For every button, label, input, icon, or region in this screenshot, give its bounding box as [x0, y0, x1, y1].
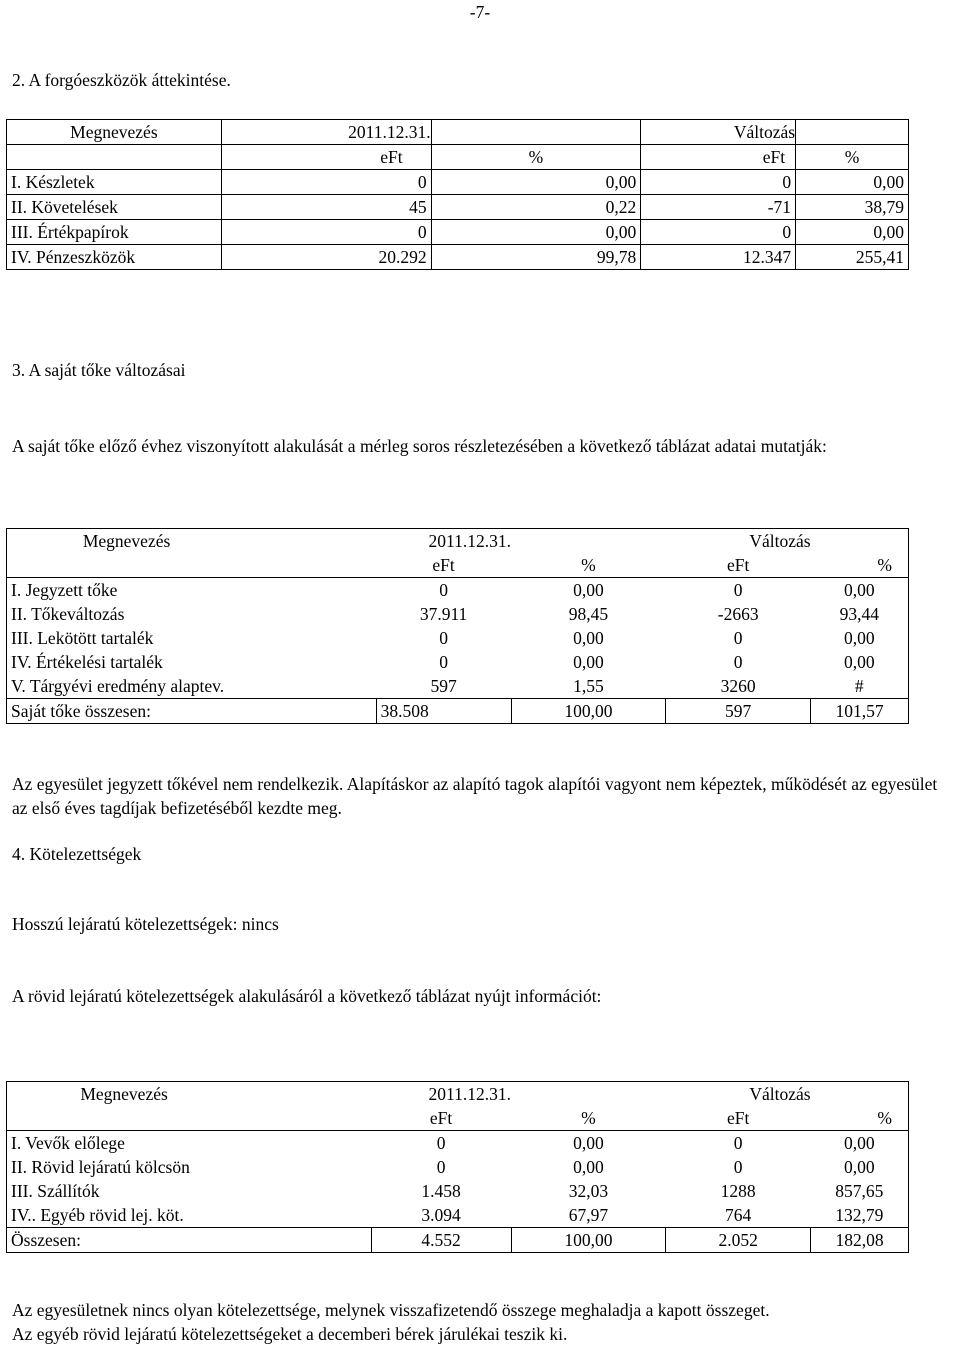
row-change-pct: 0,00: [796, 170, 909, 195]
row-eft: 0: [376, 578, 511, 603]
sub-eft: eFt: [429, 1108, 453, 1128]
row-change-eft: 12.347: [641, 245, 796, 270]
row-change-eft: 1288: [720, 1181, 756, 1201]
total-change-pct: 101,57: [811, 699, 909, 724]
header-date: 2011.12.31.: [428, 1084, 511, 1104]
row-change-eft: 0: [641, 220, 796, 245]
row-change-eft: 0: [666, 578, 811, 603]
row-change-pct: 38,79: [796, 195, 909, 220]
table-row: [7, 578, 909, 603]
total-change-pct: 182,08: [811, 1228, 909, 1253]
current-assets-table: [6, 119, 909, 270]
table-row: [7, 170, 909, 195]
row-change-eft: 764: [725, 1205, 752, 1225]
row-eft: 597: [430, 676, 457, 696]
row-eft: 0: [371, 1131, 511, 1156]
row-change-pct: 93,44: [839, 604, 879, 624]
total-row: [7, 1228, 909, 1253]
header-date: 2011.12.31.: [221, 120, 431, 145]
page-number: -7-: [469, 2, 491, 22]
row-eft: 3.094: [421, 1205, 461, 1225]
row-change-eft: 0: [733, 652, 743, 672]
row-change-pct: 132,79: [835, 1205, 884, 1225]
row-name: IV. Pénzeszközök: [7, 245, 222, 270]
total-name: Saját tőke összesen:: [7, 699, 377, 724]
row-change-pct: 0,00: [843, 628, 875, 648]
row-pct: 32,03: [568, 1181, 609, 1201]
row-pct: 0,00: [573, 628, 604, 648]
footnote-2: Az egyéb rövid lejáratú kötelezettségeket a decemberi bérek járulékai teszik ki.: [12, 1324, 568, 1344]
row-change-eft: 3260: [720, 676, 756, 696]
total-eft: 38.508: [376, 699, 511, 724]
sub-pct: %: [581, 555, 596, 575]
equity-note: Az egyesület jegyzett tőkével nem rendelkezik. Alapításkor az alapító tagok alapítói vagyont nem képeztek, működését az egyesület az első éves tagdíjak befizetéséből kezdte meg.: [12, 774, 938, 818]
section-3-title: 3. A saját tőke változásai: [12, 360, 186, 380]
section-4-title: 4. Kötelezettségek: [12, 844, 142, 864]
row-name: IV. Értékelési tartalék: [11, 652, 163, 672]
row-name: II. Követelések: [7, 195, 222, 220]
sub-change-eft: eFt: [641, 145, 796, 170]
row-name: I. Jegyzett tőke: [7, 578, 377, 603]
section-2-title: 2. A forgóeszközök áttekintése.: [12, 70, 231, 90]
row-pct: 0,00: [511, 1131, 666, 1156]
row-name: I. Vevők előlege: [7, 1131, 372, 1156]
row-eft: 0: [221, 220, 431, 245]
sub-change-pct: %: [796, 145, 909, 170]
row-pct: 67,97: [568, 1205, 609, 1225]
row-name: III. Értékpapírok: [7, 220, 222, 245]
row-eft: 0: [436, 1157, 446, 1177]
table-row: [7, 650, 909, 674]
row-change-pct: 0,00: [843, 652, 875, 672]
table-row: [7, 674, 909, 699]
table-row: [7, 1155, 909, 1179]
total-pct: 100,00: [511, 699, 666, 724]
row-pct: 0,00: [431, 220, 641, 245]
table-row: [7, 1179, 909, 1203]
header-change: Változás: [641, 120, 796, 145]
row-change-eft: -2663: [717, 604, 759, 624]
row-eft: 20.292: [221, 245, 431, 270]
table-row: [7, 1131, 909, 1156]
footnote-1: Az egyesületnek nincs olyan kötelezettsége, melynek visszafizetendő összege meghaladja a kapott összeget.: [12, 1300, 770, 1320]
row-change-eft: 0: [733, 628, 743, 648]
row-eft: 1.458: [421, 1181, 461, 1201]
row-pct: 98,45: [568, 604, 609, 624]
table-row: [7, 220, 909, 245]
sub-change-eft: eFt: [726, 1108, 750, 1128]
header-name: Megnevezés: [7, 120, 222, 145]
row-eft: 0: [439, 628, 448, 648]
row-name: II. Rövid lejáratú kölcsön: [11, 1157, 190, 1177]
row-pct: 1,55: [573, 676, 604, 696]
row-name: V. Tárgyévi eredmény alaptev.: [11, 676, 225, 696]
sub-change-pct: %: [877, 555, 892, 575]
row-eft: 0: [221, 170, 431, 195]
row-eft: 0: [439, 652, 448, 672]
header-change: Változás: [749, 531, 811, 551]
row-name: IV.. Egyéb rövid lej. köt.: [11, 1205, 184, 1225]
total-change-eft: 597: [666, 699, 811, 724]
table-row: [7, 245, 909, 270]
row-pct: 0,00: [431, 170, 641, 195]
total-change-eft: 2.052: [666, 1228, 811, 1253]
total-name: Összesen:: [7, 1228, 372, 1253]
row-pct: 0,00: [511, 578, 666, 603]
row-eft: 45: [221, 195, 431, 220]
row-pct: 0,22: [431, 195, 641, 220]
row-pct: 0,00: [573, 1157, 604, 1177]
row-pct: 99,78: [431, 245, 641, 270]
short-term-intro: A rövid lejáratú kötelezettségek alakulásáról a következő táblázat nyújt információt:: [12, 986, 602, 1006]
liabilities-table: [6, 1081, 909, 1253]
table-row: [7, 195, 909, 220]
row-change-eft: 0: [641, 170, 796, 195]
table-row: [7, 1203, 909, 1228]
row-change-eft: 0: [666, 1131, 811, 1156]
header-name: Megnevezés: [80, 1084, 168, 1104]
table-row: [7, 626, 909, 650]
row-name: I. Készletek: [7, 170, 222, 195]
row-change-pct: 255,41: [796, 245, 909, 270]
total-pct: 100,00: [511, 1228, 666, 1253]
row-change-pct: 0,00: [811, 1131, 909, 1156]
row-change-pct: 0,00: [811, 578, 909, 603]
row-name: III. Lekötött tartalék: [11, 628, 154, 648]
section-3-intro: A saját tőke előző évhez viszonyított alakulását a mérleg soros részletezésében a következő táblázat adatai mutatják:: [12, 436, 827, 456]
row-pct: 0,00: [573, 652, 604, 672]
row-change-pct: 0,00: [796, 220, 909, 245]
sub-pct: %: [431, 145, 641, 170]
row-change-eft: -71: [641, 195, 796, 220]
row-change-pct: 0,00: [843, 1157, 875, 1177]
row-change-pct: 857,65: [835, 1181, 884, 1201]
header-name: Megnevezés: [82, 531, 171, 551]
row-change-eft: 0: [733, 1157, 743, 1177]
long-term-liabilities: Hosszú lejáratú kötelezettségek: nincs: [12, 914, 279, 934]
sub-pct: %: [581, 1108, 596, 1128]
sub-eft: eFt: [221, 145, 431, 170]
sub-eft: eFt: [432, 555, 455, 575]
sub-change-eft: eFt: [726, 555, 750, 575]
header-change: Változás: [749, 1084, 811, 1104]
header-date: 2011.12.31.: [428, 531, 512, 551]
table-row: [7, 602, 909, 626]
row-name: II. Tőkeváltozás: [11, 604, 125, 624]
row-name: III. Szállítók: [11, 1181, 100, 1201]
equity-table: [6, 528, 909, 724]
total-row: [7, 699, 909, 724]
sub-change-pct: %: [877, 1108, 892, 1128]
total-eft: 4.552: [371, 1228, 511, 1253]
row-eft: 37.911: [419, 604, 468, 624]
row-change-pct: #: [854, 676, 864, 696]
